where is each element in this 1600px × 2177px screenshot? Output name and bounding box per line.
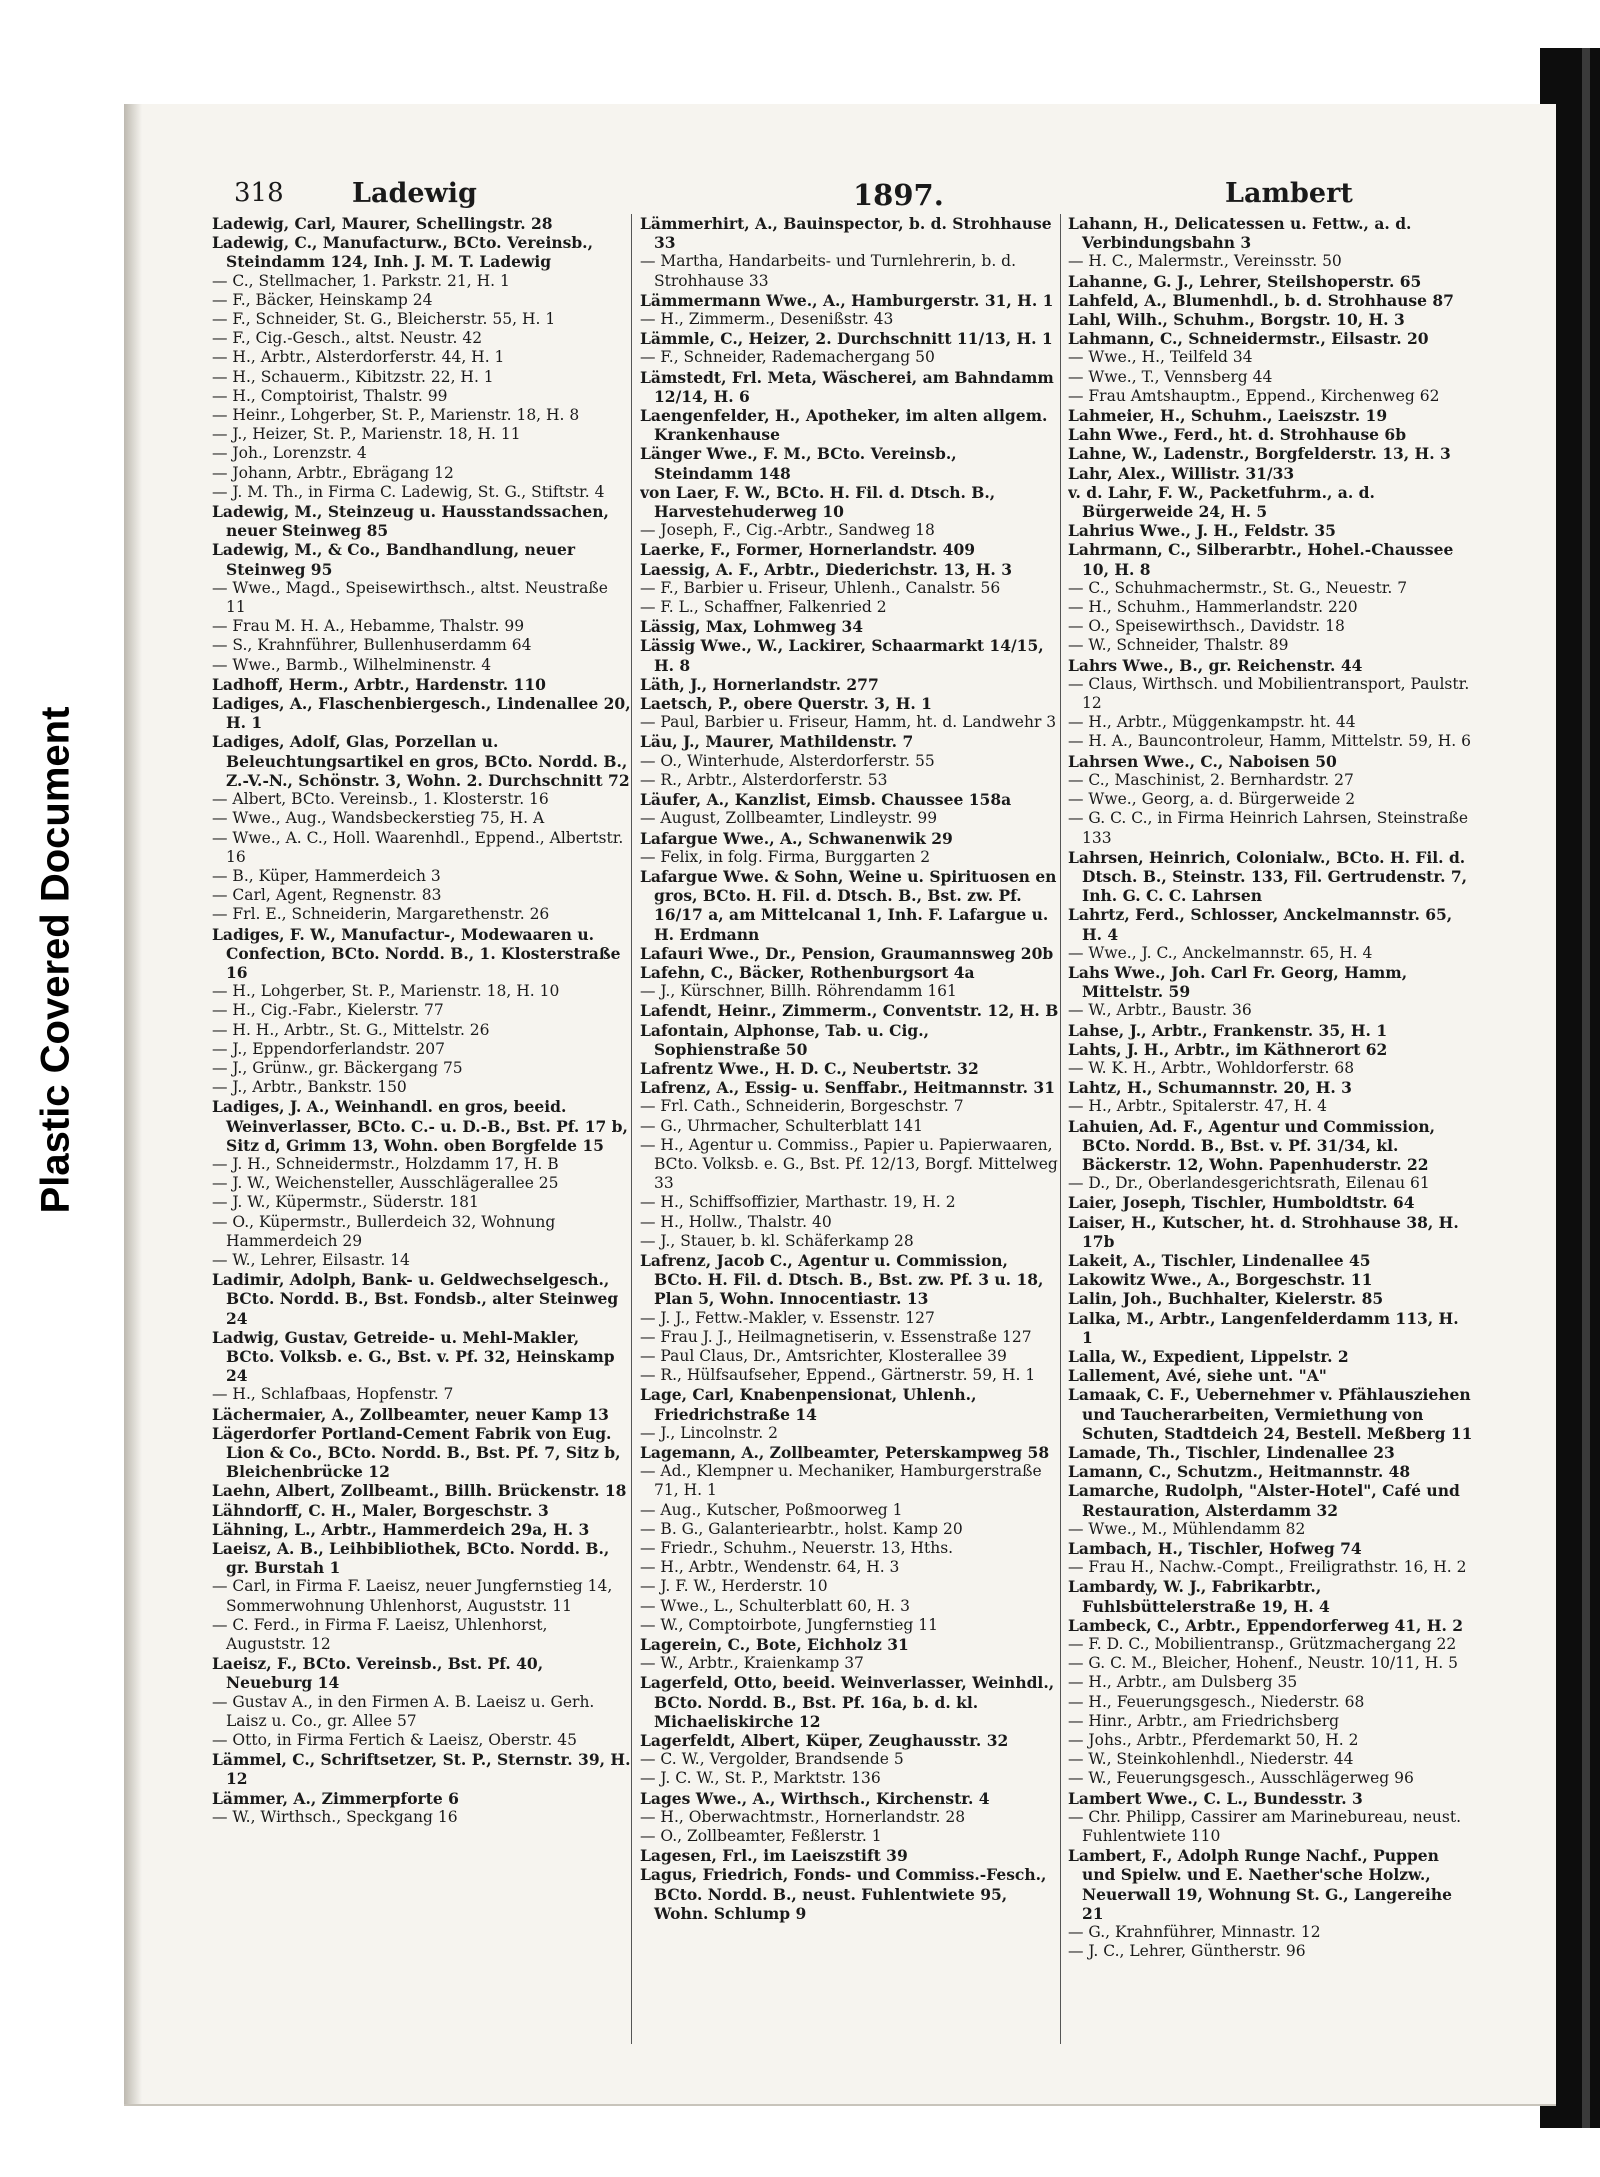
directory-entry: — Otto, in Firma Fertich & Laeisz, Oberstr. 45 xyxy=(212,1731,577,1750)
directory-entry: — C. W., Vergolder, Brandsende 5 xyxy=(640,1750,904,1769)
directory-entry: — F., Schneider, St. G., Bleicherstr. 55, H. 1 xyxy=(212,310,556,329)
directory-entry: — F., Barbier u. Friseur, Uhlenh., Canalstr. 56 xyxy=(640,578,1001,597)
directory-entry: — H., Oberwachtmstr., Hornerlandstr. 28 xyxy=(640,1807,966,1826)
directory-entry: — H., Arbtr., Spitalerstr. 47, H. 4 xyxy=(1068,1097,1328,1116)
directory-entry: — Johs., Arbtr., Pferdemarkt 50, H. 2 xyxy=(1068,1731,1359,1750)
directory-entry: — Paul, Barbier u. Friseur, Hamm, ht. d. Landwehr 3 xyxy=(640,713,1057,732)
directory-entry: — C., Schuhmachermstr., St. G., Neuestr. 7 xyxy=(1068,578,1408,597)
directory-entry: — Martha, Handarbeits- und Turnlehrerin, b. d. Strohhause 33 xyxy=(640,252,1017,290)
directory-entry: — H., Feuerungsgesch., Niederstr. 68 xyxy=(1068,1692,1365,1711)
directory-entry: Lahmeier, H., Schuhm., Laeiszstr. 19 xyxy=(1068,406,1388,426)
directory-entry: Lakowitz Wwe., A., Borgeschstr. 11 xyxy=(1068,1270,1373,1290)
directory-entry: — J., Grünw., gr. Bäckergang 75 xyxy=(212,1058,463,1077)
directory-entry: — H. H., Arbtr., St. G., Mittelstr. 26 xyxy=(212,1020,490,1039)
directory-entry: Ladiges, J. A., Weinhandl. en gros, beeid. Weinverlasser, BCto. C.- u. D.-B., Bst. Pf. 17 b, Sitz d, Grimm 13, Wohn. oben Borgfelde 15 xyxy=(212,1097,628,1155)
directory-entry: Lalka, M., Arbtr., Langenfelderdamm 113, H. 1 xyxy=(1068,1308,1459,1347)
directory-entry: — O., Zollbeamter, Feßlerstr. 1 xyxy=(640,1827,882,1846)
directory-entry: — R., Arbtr., Alsterdorferstr. 53 xyxy=(640,770,888,789)
directory-entry: Lamaak, C. F., Uebernehmer v. Pfählausziehen und Taucherarbeiten, Vermiethung von Schuten, Stadtdeich 24, Bestell. Meßberg 11 xyxy=(1068,1385,1473,1443)
directory-entry: Lakeit, A., Tischler, Lindenallee 45 xyxy=(1068,1250,1371,1270)
directory-entry: von Laer, F. W., BCto. H. Fil. d. Dtsch. B., Harvestehuderweg 10 xyxy=(640,482,996,522)
directory-entry: Laier, Joseph, Tischler, Humboldtstr. 64 xyxy=(1068,1193,1415,1213)
directory-entry: Lahfeld, A., Blumenhdl., b. d. Strohhause 87 xyxy=(1068,290,1454,310)
directory-entry: — J. W., Küpermstr., Süderstr. 181 xyxy=(212,1193,479,1212)
directory-entry: Lages Wwe., A., Wirthsch., Kirchenstr. 4 xyxy=(640,1788,990,1808)
page-binding-shadow xyxy=(124,104,142,2104)
directory-entry: — Frau Amtshauptm., Eppend., Kirchenweg 62 xyxy=(1068,386,1440,405)
directory-entry: Lähning, L., Arbtr., Hammerdeich 29a, H. 3 xyxy=(212,1519,590,1539)
directory-entry: — J., Heizer, St. P., Marienstr. 18, H. 11 xyxy=(212,425,521,444)
directory-entry: Lämmle, C., Heizer, 2. Durchschnitt 11/13, H. 1 xyxy=(640,329,1053,349)
directory-entry: Lafrentz Wwe., H. D. C., Neubertstr. 32 xyxy=(640,1058,979,1078)
directory-entry: Lambardy, W. J., Fabrikarbtr., Fuhlsbüttelerstraße 19, H. 4 xyxy=(1068,1577,1330,1616)
directory-entry: Ladewig, Carl, Maurer, Schellingstr. 28 xyxy=(212,214,553,233)
directory-entry: Lahann, H., Delicatessen u. Fettw., a. d. Verbindungsbahn 3 xyxy=(1068,214,1412,253)
directory-entry: Lahrius Wwe., J. H., Feldstr. 35 xyxy=(1068,521,1336,541)
directory-entry: Lafauri Wwe., Dr., Pension, Graumannsweg 20b xyxy=(640,943,1054,963)
directory-entry: — Wwe., L., Schulterblatt 60, H. 3 xyxy=(640,1596,911,1615)
directory-entry: Ladimir, Adolph, Bank- u. Geldwechselgesch., BCto. Nordd. B., Bst. Fondsb., alter Steinweg 24 xyxy=(212,1270,619,1328)
directory-entry: Lambert, F., Adolph Runge Nachf., Puppen und Spielw. und E. Naether'sche Holzw., Neuerwall 19, Wohnung St. G., Langereihe 21 xyxy=(1068,1846,1453,1923)
directory-entry: Laessig, A. F., Arbtr., Diederichstr. 13, H. 3 xyxy=(640,559,1013,579)
directory-entry: Lämmerhirt, A., Bauinspector, b. d. Strohhause 33 xyxy=(640,214,1052,253)
directory-entry: Lässig Wwe., W., Lackirer, Schaarmarkt 14/15, H. 8 xyxy=(640,636,1044,675)
directory-entry: — J. C. W., St. P., Marktstr. 136 xyxy=(640,1769,881,1788)
side-label: Plastic Covered Document xyxy=(33,706,78,1214)
directory-entry: Läth, J., Hornerlandstr. 277 xyxy=(640,674,879,694)
directory-entry: — August, Zollbeamter, Lindleystr. 99 xyxy=(640,809,938,828)
directory-entry: — G., Uhrmacher, Schulterblatt 141 xyxy=(640,1116,923,1135)
directory-entry: Lagerein, C., Bote, Eichholz 31 xyxy=(640,1635,909,1655)
directory-entry: Lämmermann Wwe., A., Hamburgerstr. 31, H. 1 xyxy=(640,290,1054,310)
directory-entry: Lamann, C., Schutzm., Heitmannstr. 48 xyxy=(1068,1462,1411,1482)
directory-entry: Laetsch, P., obere Querstr. 3, H. 1 xyxy=(640,694,932,714)
directory-entry: Lahuien, Ad. F., Agentur und Commission, BCto. Nordd. B., Bst. v. Pf. 31/34, kl. Bäckerstr. 12, Wohn. Papenhuderstr. 22 xyxy=(1068,1116,1436,1174)
directory-entry: — S., Krahnführer, Bullenhuserdamm 64 xyxy=(212,636,532,655)
directory-entry: Lafendt, Heinr., Zimmerm., Conventstr. 12, H. B xyxy=(640,1001,1059,1021)
directory-entry: Lahrsen Wwe., C., Naboisen 50 xyxy=(1068,751,1337,771)
directory-entry: Ladewig, C., Manufacturw., BCto. Vereinsb., Steindamm 124, Inh. J. M. T. Ladewig xyxy=(212,233,593,272)
directory-entry: Lamade, Th., Tischler, Lindenallee 23 xyxy=(1068,1443,1395,1462)
directory-entry: Lahn Wwe., Ferd., ht. d. Strohhause 6b xyxy=(1068,425,1407,445)
directory-entry: — B., Küper, Hammerdeich 3 xyxy=(212,866,441,885)
directory-entry: Lahtz, H., Schumannstr. 20, H. 3 xyxy=(1068,1078,1352,1098)
directory-entry: — Frl. Cath., Schneiderin, Borgeschstr. 7 xyxy=(640,1097,964,1116)
directory-entry: — W., Schneider, Thalstr. 89 xyxy=(1068,636,1289,655)
directory-entry: Laeisz, F., BCto. Vereinsb., Bst. Pf. 40, Neueburg 14 xyxy=(212,1654,544,1693)
directory-entry: Lage, Carl, Knabenpensionat, Uhlenh., Friedrichstraße 14 xyxy=(640,1385,977,1424)
directory-entry: — H., Lohgerber, St. P., Marienstr. 18, H. 10 xyxy=(212,982,560,1001)
directory-entry: — Wwe., T., Vennsberg 44 xyxy=(1068,367,1273,386)
header-year: 1897. xyxy=(853,178,944,212)
directory-entry: — Wwe., Georg, a. d. Bürgerweide 2 xyxy=(1068,790,1356,809)
directory-entry: Laengenfelder, H., Apotheker, im alten allgem. Krankenhause xyxy=(640,406,1048,445)
directory-entry: — Wwe., Aug., Wandsbeckerstieg 75, H. A xyxy=(212,809,545,828)
directory-entry: Länger Wwe., F. M., BCto. Vereinsb., Steindamm 148 xyxy=(640,444,957,483)
directory-entry: — Joh., Lorenzstr. 4 xyxy=(212,444,367,463)
directory-entry: — W., Arbtr., Kraienkamp 37 xyxy=(640,1654,864,1673)
directory-entry: Ladiges, A., Flaschenbiergesch., Lindenallee 20, H. 1 xyxy=(212,694,631,733)
directory-entry: — C., Stellmacher, 1. Parkstr. 21, H. 1 xyxy=(212,271,510,290)
directory-entry: — H. C., Malermstr., Vereinsstr. 50 xyxy=(1068,252,1342,271)
directory-entry: Lächermaier, A., Zollbeamter, neuer Kamp 13 xyxy=(212,1404,609,1424)
directory-entry: Ladewig, M., Steinzeug u. Hausstandssachen, neuer Steinweg 85 xyxy=(212,502,609,541)
directory-entry: — Gustav A., in den Firmen A. B. Laeisz u. Gerh. Laisz u. Co., gr. Allee 57 xyxy=(212,1692,595,1730)
directory-entry: — Ad., Klempner u. Mechaniker, Hamburgerstraße 71, H. 1 xyxy=(640,1462,1042,1500)
directory-entry: — Wwe., H., Teilfeld 34 xyxy=(1068,348,1253,367)
directory-entry: — W., Feuerungsgesch., Ausschlägerweg 96 xyxy=(1068,1769,1414,1788)
directory-entry: — W., Arbtr., Baustr. 36 xyxy=(1068,1001,1252,1020)
directory-entry: Ladiges, Adolf, Glas, Porzellan u. Beleuchtungsartikel en gros, BCto. Nordd. B., Z.-V.-N., Schönstr. 3, Wohn. 2. Durchschnitt 72 xyxy=(212,732,630,790)
directory-entry: — H., Arbtr., am Dulsberg 35 xyxy=(1068,1673,1298,1692)
directory-entry: — O., Speisewirthsch., Davidstr. 18 xyxy=(1068,617,1345,636)
directory-entry: — W., Lehrer, Eilsastr. 14 xyxy=(212,1250,410,1269)
directory-entry: — R., Hülfsaufseher, Eppend., Gärtnerstr. 59, H. 1 xyxy=(640,1366,1036,1385)
directory-entry: — H., Schiffsoffizier, Marthastr. 19, H. 2 xyxy=(640,1193,956,1212)
directory-entry: — H., Schlafbaas, Hopfenstr. 7 xyxy=(212,1385,454,1404)
directory-entry: Lahne, W., Ladenstr., Borgfelderstr. 13, H. 3 xyxy=(1068,444,1451,464)
directory-entry: Ladwig, Gustav, Getreide- u. Mehl-Makler, BCto. Volksb. e. G., Bst. v. Pf. 32, Heinskamp 24 xyxy=(212,1327,615,1386)
directory-entry: Lagerfeldt, Albert, Küper, Zeughausstr. 32 xyxy=(640,1731,1009,1751)
directory-entry: Lahrs Wwe., B., gr. Reichenstr. 44 xyxy=(1068,655,1363,675)
directory-entry: — Johann, Arbtr., Ebrägang 12 xyxy=(212,463,454,482)
directory-entry: Lässig, Max, Lohmweg 34 xyxy=(640,617,864,637)
directory-entry: — Wwe., Magd., Speisewirthsch., altst. Neustraße 11 xyxy=(212,578,608,617)
directory-entry: — H., Arbtr., Müggenkampstr. ht. 44 xyxy=(1068,713,1356,732)
directory-entry: — G. C. M., Bleicher, Hohenf., Neustr. 10/11, H. 5 xyxy=(1068,1654,1458,1673)
directory-entry: Lahs Wwe., Joh. Carl Fr. Georg, Hamm, Mittelstr. 59 xyxy=(1068,962,1408,1002)
directory-entry: — F., Cig.-Gesch., altst. Neustr. 42 xyxy=(212,329,483,348)
directory-entry: — Frau H., Nachw.-Compt., Freiligrathstr. 16, H. 2 xyxy=(1068,1558,1467,1577)
directory-entry: Lagerfeld, Otto, beeid. Weinverlasser, Weinhdl., BCto. Nordd. B., Bst. Pf. 16a, b. d. kl. Michaeliskirche 12 xyxy=(640,1673,1055,1731)
directory-entry: Lafargue Wwe., A., Schwanenwik 29 xyxy=(640,828,953,848)
directory-entry: Lahl, Wilh., Schuhm., Borgstr. 10, H. 3 xyxy=(1068,310,1405,330)
directory-entry: — Frau J. J., Heilmagnetiserin, v. Essenstraße 127 xyxy=(640,1327,1032,1346)
directory-entry: Lahrsen, Heinrich, Colonialw., BCto. H. Fil. d. Dtsch. B., Steinstr. 133, Fil. Gertrudenstr. 7, Inh. G. C. C. Lahrsen xyxy=(1068,847,1468,906)
directory-entry: — Wwe., J. C., Anckelmannstr. 65, H. 4 xyxy=(1068,943,1373,962)
scan-edge-gap xyxy=(1582,48,1590,2128)
directory-entry: — H., Arbtr., Alsterdorferstr. 44, H. 1 xyxy=(212,348,505,367)
directory-entry: — J. F. W., Herderstr. 10 xyxy=(640,1577,828,1596)
directory-entry: — Paul Claus, Dr., Amtsrichter, Klosterallee 39 xyxy=(640,1346,1007,1365)
directory-entry: — F., Schneider, Rademachergang 50 xyxy=(640,348,935,367)
directory-entry: — H. A., Bauncontroleur, Hamm, Mittelstr. 59, H. 6 xyxy=(1068,732,1471,751)
directory-entry: — Albert, BCto. Vereinsb., 1. Klosterstr. 16 xyxy=(212,790,549,809)
header-right-word: Lambert xyxy=(1225,178,1353,209)
directory-entry: — D., Dr., Oberlandesgerichtsrath, Eilenau 61 xyxy=(1068,1174,1430,1193)
directory-entry: Lämmer, A., Zimmerpforte 6 xyxy=(212,1788,459,1808)
directory-entry: — Claus, Wirthsch. und Mobilientransport, Paulstr. 12 xyxy=(1068,674,1470,713)
directory-entry: Lahrmann, C., Silberarbtr., Hohel.-Chaussee 10, H. 8 xyxy=(1068,540,1454,579)
directory-entry: Lahmann, C., Schneidermstr., Eilsastr. 20 xyxy=(1068,329,1429,349)
directory-entry: — F. L., Schaffner, Falkenried 2 xyxy=(640,598,887,617)
directory-entry: Lalin, Joh., Buchhalter, Kielerstr. 85 xyxy=(1068,1289,1384,1309)
directory-entry: — Wwe., Barmb., Wilhelminenstr. 4 xyxy=(212,655,492,674)
directory-entry: — Carl, in Firma F. Laeisz, neuer Jungfernstieg 14, Sommerwohnung Uhlenhorst, Auguststr. 11 xyxy=(212,1577,613,1615)
directory-entry: Laeisz, A. B., Leihbibliothek, BCto. Nordd. B., gr. Burstah 1 xyxy=(212,1539,610,1578)
column-divider xyxy=(1060,214,1061,2044)
directory-entry: Lagus, Friedrich, Fonds- und Commiss.-Fesch., BCto. Nordd. B., neust. Fuhlentwiete 95, Wohn. Schlump 9 xyxy=(640,1865,1047,1923)
directory-entry: — J., Lincolnstr. 2 xyxy=(640,1423,779,1442)
directory-entry: — W. K. H., Arbtr., Wohldorferstr. 68 xyxy=(1068,1058,1355,1077)
directory-entry: — W., Comptoirbote, Jungfernstieg 11 xyxy=(640,1615,938,1634)
directory-entry: — J., Stauer, b. kl. Schäferkamp 28 xyxy=(640,1231,914,1250)
directory-entry: Lahanne, G. J., Lehrer, Steilshoperstr. 65 xyxy=(1068,271,1422,291)
directory-entry: — J. H., Schneidermstr., Holzdamm 17, H. B xyxy=(212,1154,559,1173)
directory-entry: — Frau M. H. A., Hebamme, Thalstr. 99 xyxy=(212,617,525,636)
column-1 xyxy=(212,214,632,2074)
directory-entry: — Wwe., A. C., Holl. Waarenhdl., Eppend., Albertstr. 16 xyxy=(212,828,624,866)
directory-entry: — W., Wirthsch., Speckgang 16 xyxy=(212,1807,458,1826)
directory-entry: Lagesen, Frl., im Laeiszstift 39 xyxy=(640,1846,908,1866)
directory-entry: Ladiges, F. W., Manufactur-, Modewaaren u. Confection, BCto. Nordd. B., 1. Klosterstraße 16 xyxy=(212,924,621,982)
directory-entry: — J. C., Lehrer, Güntherstr. 96 xyxy=(1068,1942,1306,1961)
directory-entry: — O., Küpermstr., Bullerdeich 32, Wohnung Hammerdeich 29 xyxy=(212,1212,556,1250)
directory-entry: — J. J., Fettw.-Makler, v. Essenstr. 127 xyxy=(640,1308,935,1327)
directory-entry: — Heinr., Lohgerber, St. P., Marienstr. 18, H. 8 xyxy=(212,406,580,425)
directory-entry: Lafrenz, Jacob C., Agentur u. Commission, BCto. H. Fil. d. Dtsch. B., Bst. zw. Pf. 3 u. 18, Plan 5, Wohn. Innocentiastr. 13 xyxy=(640,1250,1044,1309)
directory-entry: — C. Ferd., in Firma F. Laeisz, Uhlenhorst, Auguststr. 12 xyxy=(212,1615,548,1654)
directory-entry: — J., Eppendorferlandstr. 207 xyxy=(212,1039,445,1058)
directory-entry: Lallement, Avé, siehe unt. "A" xyxy=(1068,1366,1327,1386)
directory-entry: — J., Kürschner, Billh. Röhrendamm 161 xyxy=(640,982,957,1001)
header-left-word: Ladewig xyxy=(352,178,477,209)
directory-entry: Lahse, J., Arbtr., Frankenstr. 35, H. 1 xyxy=(1068,1020,1388,1040)
column-3 xyxy=(1068,214,1473,2074)
directory-entry: Lamarche, Rudolph, "Alster-Hotel", Café und Restauration, Alsterdamm 32 xyxy=(1068,1481,1460,1520)
directory-entry: — Friedr., Schuhm., Neuerstr. 13, Hths. xyxy=(640,1539,954,1558)
directory-entry: Lafontain, Alphonse, Tab. u. Cig., Sophienstraße 50 xyxy=(640,1020,930,1059)
directory-entry: Lambach, H., Tischler, Hofweg 74 xyxy=(1068,1539,1362,1559)
directory-entry: Laiser, H., Kutscher, ht. d. Strohhause 38, H. 17b xyxy=(1068,1212,1459,1251)
directory-entry: — Wwe., M., Mühlendamm 82 xyxy=(1068,1519,1306,1538)
directory-entry: — H., Cig.-Fabr., Kielerstr. 77 xyxy=(212,1001,444,1020)
directory-entry: Lambeck, C., Arbtr., Eppendorferweg 41, H. 2 xyxy=(1068,1615,1464,1635)
directory-entry: Lägerdorfer Portland-Cement Fabrik von Eug. Lion & Co., BCto. Nordd. B., Bst. Pf. 7, Sitz b, Bleichenbrücke 12 xyxy=(212,1423,621,1482)
directory-entry: — G. C. C., in Firma Heinrich Lahrsen, Steinstraße 133 xyxy=(1068,809,1469,847)
directory-entry: — H., Hollw., Thalstr. 40 xyxy=(640,1212,832,1231)
directory-entry: — J. W., Weichensteller, Ausschlägerallee 25 xyxy=(212,1174,559,1193)
directory-entry: — H., Comptoirist, Thalstr. 99 xyxy=(212,386,448,405)
directory-entry: Lambert Wwe., C. L., Bundesstr. 3 xyxy=(1068,1788,1363,1808)
directory-entry: — Joseph, F., Cig.-Arbtr., Sandweg 18 xyxy=(640,521,935,540)
directory-entry: Lähndorff, C. H., Maler, Borgeschstr. 3 xyxy=(212,1500,549,1520)
directory-entry: Lahrtz, Ferd., Schlosser, Anckelmannstr. 65, H. 4 xyxy=(1068,905,1453,944)
directory-entry: — H., Schauerm., Kibitzstr. 22, H. 1 xyxy=(212,367,494,386)
directory-entry: Ladewig, M., & Co., Bandhandlung, neuer Steinweg 95 xyxy=(212,540,575,579)
directory-entry: — J., Arbtr., Bankstr. 150 xyxy=(212,1078,407,1097)
directory-entry: Läu, J., Maurer, Mathildenstr. 7 xyxy=(640,732,914,752)
directory-entry: — J. M. Th., in Firma C. Ladewig, St. G., Stiftstr. 4 xyxy=(212,482,605,501)
column-2 xyxy=(640,214,1060,2074)
directory-entry: — F. D. C., Mobilientransp., Grützmachergang 22 xyxy=(1068,1635,1457,1654)
directory-entry: — C., Maschinist, 2. Bernhardstr. 27 xyxy=(1068,770,1354,789)
directory-entry: Lalla, W., Expedient, Lippelstr. 2 xyxy=(1068,1346,1349,1366)
directory-entry: — O., Winterhude, Alsterdorferstr. 55 xyxy=(640,751,935,770)
directory-entry: — H., Arbtr., Wendenstr. 64, H. 3 xyxy=(640,1558,900,1577)
directory-entry: — H., Agentur u. Commiss., Papier u. Papierwaaren, BCto. Volksb. e. G., Bst. Pf. 12/13, Borgf. Mittelweg 33 xyxy=(640,1135,1058,1193)
directory-entry: — Felix, in folg. Firma, Burggarten 2 xyxy=(640,847,931,866)
directory-entry: — Aug., Kutscher, Poßmoorweg 1 xyxy=(640,1500,903,1519)
directory-entry: Lämstedt, Frl. Meta, Wäscherei, am Bahndamm 12/14, H. 6 xyxy=(640,367,1054,406)
directory-entry: Ladhoff, Herm., Arbtr., Hardenstr. 110 xyxy=(212,674,546,694)
directory-entry: — H., Schuhm., Hammerlandstr. 220 xyxy=(1068,598,1358,617)
directory-entry: v. d. Lahr, F. W., Packetfuhrm., a. d. Bürgerweide 24, H. 5 xyxy=(1068,482,1375,522)
directory-entry: — F., Bäcker, Heinskamp 24 xyxy=(212,290,433,309)
directory-entry: — G., Krahnführer, Minnastr. 12 xyxy=(1068,1923,1321,1942)
directory-entry: Laehn, Albert, Zollbeamt., Billh. Brückenstr. 18 xyxy=(212,1481,627,1501)
directory-entry: Lämmel, C., Schriftsetzer, St. P., Sternstr. 39, H. 12 xyxy=(212,1750,631,1789)
directory-entry: Lafrenz, A., Essig- u. Senffabr., Heitmannstr. 31 xyxy=(640,1078,1055,1098)
directory-entry: — H., Zimmerm., Desenißstr. 43 xyxy=(640,310,894,329)
directory-entry: — Chr. Philipp, Cassirer am Marinebureau, neust. Fuhlentwiete 110 xyxy=(1068,1807,1462,1846)
directory-entry: — W., Steinkohlenhdl., Niederstr. 44 xyxy=(1068,1750,1354,1769)
directory-entry: Läufer, A., Kanzlist, Eimsb. Chaussee 158a xyxy=(640,790,1012,810)
directory-entry: Lafargue Wwe. & Sohn, Weine u. Spirituosen en gros, BCto. H. Fil. d. Dtsch. B., Bst. zw. Pf. 16/17 a, am Mittelcanal 1, Inh. F. Lafargue u. H. Erdmann xyxy=(640,866,1057,944)
page-number: 318 xyxy=(234,178,284,208)
directory-entry: Laerke, F., Former, Hornerlandstr. 409 xyxy=(640,540,976,560)
directory-entry: — Hinr., Arbtr., am Friedrichsberg xyxy=(1068,1711,1340,1730)
directory-entry: Lahr, Alex., Willistr. 31/33 xyxy=(1068,463,1295,483)
directory-entry: Lafehn, C., Bäcker, Rothenburgsort 4a xyxy=(640,962,975,982)
directory-entry: Lahts, J. H., Arbtr., im Käthnerort 62 xyxy=(1068,1039,1388,1059)
directory-entry: Lagemann, A., Zollbeamter, Peterskampweg 58 xyxy=(640,1443,1050,1462)
directory-entry: — Frl. E., Schneiderin, Margarethenstr. 26 xyxy=(212,905,550,924)
directory-entry: — B. G., Galanteriearbtr., holst. Kamp 20 xyxy=(640,1519,963,1538)
directory-entry: — Carl, Agent, Regnenstr. 83 xyxy=(212,886,442,905)
